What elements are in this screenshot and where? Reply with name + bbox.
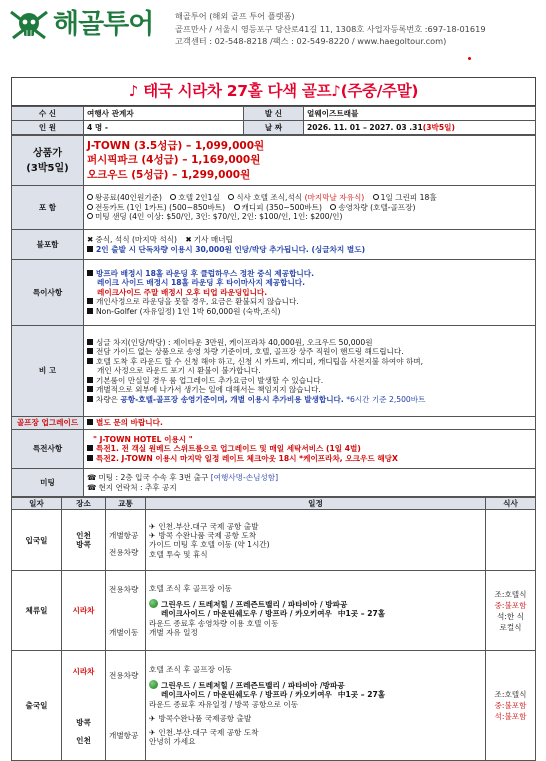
special-content bbox=[84, 260, 536, 326]
includes-content bbox=[84, 186, 536, 230]
meal-breakfast: 조:호텔식 bbox=[494, 589, 527, 599]
circle-bullet-icon bbox=[228, 194, 234, 200]
itinerary-header-schedule: 일정 bbox=[146, 498, 486, 510]
schedule-text: 방콕수완나품 국제공항 출발 bbox=[158, 714, 252, 724]
schedule-line: 라운드 종료후 송영차량 이용 호텔 이동 bbox=[149, 618, 279, 628]
meeting-text: 미팅 : 2층 입국 수속 후 3번 출구 bbox=[98, 473, 211, 483]
benefit-line bbox=[87, 444, 532, 453]
remarks-content bbox=[84, 326, 536, 417]
itinerary-row-day1 bbox=[12, 510, 536, 571]
meeting-line bbox=[87, 483, 532, 492]
itinerary-header-place: 장소 bbox=[62, 498, 106, 510]
day3-place-incheon: 인천 bbox=[76, 735, 91, 745]
benefit-text: 특전1. 전 객실 원베드 스위트룸으로 업그레이드 및 매일 세탁서비스 (1일 4벌) bbox=[96, 444, 361, 454]
excludes-line bbox=[87, 245, 532, 254]
square-bullet-icon bbox=[87, 246, 93, 252]
remark-text: 공항-호텔-골프장 송영기준이며, 개별 이용시 추가비용 발생합니다. bbox=[120, 394, 344, 404]
circle-bullet-icon bbox=[87, 194, 93, 200]
phone-icon: ☎ bbox=[87, 482, 97, 492]
price-jtown: J-TOWN (3.5성급) – 1,099,000원 bbox=[87, 140, 265, 153]
schedule-line bbox=[149, 609, 482, 618]
square-bullet-icon bbox=[87, 455, 93, 461]
schedule-line: 가이드 미팅 후 호텔 이동 (약 1시간) bbox=[149, 540, 270, 550]
date-label: 날 짜 bbox=[244, 121, 304, 135]
itinerary-header-date: 일자 bbox=[12, 498, 62, 510]
special-text: 개인사정으로 라운딩을 못할 경우, 요금은 환불되지 않습니다. bbox=[96, 297, 299, 307]
company-info-line: 골프만사 / 서울시 영등포구 당산로41길 11, 1308호 사업자등록번호 :697-18-01619 bbox=[175, 23, 486, 34]
benefit-content bbox=[84, 430, 536, 469]
page-title bbox=[129, 82, 418, 101]
airplane-icon: ✈ bbox=[149, 714, 156, 724]
remark-text: 개별적으로 외부에 나가서 생기는 일에 대해서는 책임지지 않습니다. bbox=[96, 385, 321, 395]
price-oakwood: 오크우드 (5성급) – 1,299,000원 bbox=[87, 168, 251, 181]
square-bullet-icon bbox=[87, 298, 93, 304]
day3-place-bangkok: 방콕 bbox=[76, 718, 91, 728]
meal-lunch: 중:불포함 bbox=[494, 600, 527, 610]
company-name: 해골투어 bbox=[53, 9, 154, 41]
day1-place-bangkok: 방콕 bbox=[76, 540, 91, 550]
benefit-text: 특전2. J-TOWN 이용시 마지막 일정 레이트 체크아웃 18시 *케이프라차, 오크우드 해당X bbox=[96, 453, 398, 463]
day1-meal bbox=[486, 510, 536, 571]
benefit-line: " J-TOWN HOTEL 이용시 " bbox=[93, 434, 193, 444]
day3-schedule bbox=[146, 651, 486, 761]
date-suffix: (3박5일) bbox=[422, 122, 455, 132]
remark-line bbox=[87, 357, 532, 366]
day3-meal bbox=[486, 651, 536, 761]
day1-transport-flight: 개별항공 bbox=[109, 531, 139, 540]
sender-value: 얼웨이즈트래블 bbox=[304, 107, 536, 121]
page-header bbox=[0, 0, 546, 60]
day1-place-incheon: 인천 bbox=[76, 531, 91, 540]
square-bullet-icon bbox=[87, 377, 93, 383]
schedule-line: 안녕히 가세요 bbox=[149, 737, 196, 747]
itinerary-header-transport: 교통 bbox=[106, 498, 146, 510]
include-item: 호텔 2인1실 bbox=[178, 193, 220, 203]
airplane-icon: ✈ bbox=[149, 521, 156, 531]
day1-transport bbox=[106, 510, 146, 571]
day3-place bbox=[62, 651, 106, 761]
day3-place-sriracha: 시라차 bbox=[72, 666, 95, 676]
schedule-text: 방콕 수완나품 국제 공항 도착 bbox=[158, 531, 257, 540]
include-item: 왕공료(40인원기준) bbox=[95, 193, 162, 203]
square-bullet-icon bbox=[87, 339, 93, 345]
include-item: 캐디피 (350~500바트) bbox=[241, 202, 322, 212]
x-mark-icon: ✖ bbox=[87, 235, 94, 245]
day3-transport-car: 전용차량 bbox=[109, 671, 139, 680]
include-item: 미팅 샌딩 (4인 이상: $50/인, 3인: $70/인, 2인: $100/인, 1인: $200/인) bbox=[95, 212, 343, 222]
include-item: 전동카트 (1인 1카트) (500~850바트) bbox=[95, 202, 226, 212]
remark-text: 기본룸이 만실일 경우 룸 업그레이드 추가요금이 발생할 수 있습니다. bbox=[96, 375, 324, 385]
meal-dinner: 석:불포함 bbox=[494, 712, 527, 722]
red-dot bbox=[468, 57, 471, 60]
title-box bbox=[11, 77, 536, 106]
schedule-line bbox=[149, 714, 482, 723]
product-label: 상품가 bbox=[33, 147, 62, 159]
remark-line bbox=[87, 347, 532, 356]
includes-label: 포 함 bbox=[12, 186, 84, 230]
x-mark-icon: ✖ bbox=[185, 235, 192, 245]
recipient-label: 수 신 bbox=[12, 107, 84, 121]
meeting-line bbox=[87, 473, 532, 482]
excludes-content bbox=[84, 230, 536, 260]
circle-bullet-icon bbox=[373, 194, 379, 200]
day1-place bbox=[62, 510, 106, 571]
schedule-text: 인천.부산.대구 국제 공항 도착 bbox=[158, 727, 259, 737]
itinerary-table bbox=[11, 497, 536, 761]
special-line: 레이크 사이드 배정시 18홀 라운딩 후 타이마사지 제공합니다. bbox=[97, 278, 306, 288]
meal-dinner: 석:한 식 bbox=[497, 611, 524, 621]
remarks-label: 비 고 bbox=[12, 326, 84, 417]
include-item: 1일 그린피 18홀 bbox=[380, 193, 437, 203]
itinerary-sheet bbox=[11, 77, 536, 761]
excludes-label: 불포함 bbox=[12, 230, 84, 260]
schedule-text: 그린우드 / 트레저힐 / 프레즌트밸리 / 파타비아 /방파공 bbox=[161, 680, 345, 690]
day3-transport-flight: 개별항공 bbox=[109, 731, 139, 741]
includes-line bbox=[87, 212, 532, 221]
company-info bbox=[175, 10, 486, 48]
info-table bbox=[11, 106, 536, 135]
special-line: 레이크사이드 주말 배정시 오후 티업 라운딩입니다. bbox=[97, 287, 268, 297]
meal-breakfast: 조:호텔식 bbox=[494, 690, 527, 700]
day1-date: 입국일 bbox=[12, 510, 62, 571]
square-bullet-icon bbox=[87, 396, 93, 402]
title-suffix: (주중/주말) bbox=[340, 81, 419, 100]
remark-line bbox=[87, 376, 532, 385]
remark-line bbox=[87, 338, 532, 347]
square-bullet-icon bbox=[87, 419, 93, 425]
itinerary-row-day3 bbox=[12, 651, 536, 761]
schedule-line bbox=[149, 728, 482, 737]
meal-lunch: 중:불포함 bbox=[494, 701, 527, 711]
meeting-sign: [여행사명-손님성함] bbox=[210, 473, 279, 483]
meeting-label: 미팅 bbox=[12, 469, 84, 497]
day3-date: 출국일 bbox=[12, 651, 62, 761]
circle-bullet-icon bbox=[87, 213, 93, 219]
special-line bbox=[87, 269, 532, 278]
phone-icon: ☎ bbox=[87, 473, 97, 483]
detail-table bbox=[11, 135, 536, 497]
schedule-line bbox=[149, 690, 482, 699]
day2-place: 시라차 bbox=[62, 571, 106, 651]
date-cell bbox=[304, 121, 536, 135]
special-line bbox=[87, 307, 532, 316]
skull-golf-logo-icon bbox=[7, 8, 51, 42]
airplane-icon: ✈ bbox=[149, 531, 156, 540]
airplane-icon: ✈ bbox=[149, 727, 156, 737]
schedule-text: 中1곳 – 27홀 bbox=[337, 690, 386, 700]
include-item: 식사 호텔 조식,석식 bbox=[236, 193, 303, 203]
schedule-line: 호텔 조식 후 골프장 이동 bbox=[149, 665, 233, 675]
day2-schedule bbox=[146, 571, 486, 651]
company-info-line: 해골투어 (해외 골프 투어 플랫폼) bbox=[175, 11, 295, 21]
upgrade-label: 골프장 업그레이드 bbox=[12, 417, 84, 430]
remark-text: 호텔 도착 후 라운드 할 수 신청 해야 하고, 신청 시 카트피, 캐디피, 캐디팁을 사전지불 하여야 하며, bbox=[96, 356, 424, 366]
benefit-label: 특전사항 bbox=[12, 430, 84, 469]
square-bullet-icon bbox=[87, 308, 93, 314]
music-note-icon: ♪ bbox=[331, 81, 341, 100]
excludes-line bbox=[87, 235, 532, 244]
remark-line bbox=[87, 385, 532, 394]
people-value: 4 명 - bbox=[84, 121, 244, 135]
day1-schedule bbox=[146, 510, 486, 571]
remark-line: 개인 사정으로 라운드 포기 시 환불이 불가합니다. bbox=[97, 366, 261, 376]
schedule-line: 호텔 투숙 및 휴식 bbox=[149, 549, 208, 559]
meal-dinner-note: 로컬식 bbox=[499, 622, 522, 632]
upgrade-content bbox=[84, 417, 536, 430]
special-line bbox=[87, 297, 532, 306]
recipient-value: 여행사 관계자 bbox=[84, 107, 244, 121]
square-bullet-icon bbox=[87, 386, 93, 392]
title-text: 태국 시라차 27홀 다색 골프 bbox=[143, 81, 332, 100]
logo bbox=[7, 8, 153, 42]
square-bullet-icon bbox=[87, 445, 93, 451]
schedule-text: 그린우드 / 트레저힐 / 프레즌트밸리 / 파타비아 / 방파공 bbox=[161, 599, 348, 609]
circle-bullet-icon bbox=[330, 204, 336, 210]
schedule-text: 레이크사이드 / 마운틴쉐도우 / 방프라 / 카오키여우 bbox=[161, 609, 332, 619]
golf-ball-icon bbox=[149, 599, 158, 608]
product-prices bbox=[84, 136, 536, 186]
schedule-line: 호텔 조식 후 골프장 이동 bbox=[149, 584, 233, 594]
remark-note: *6시간 기준 2,500바트 bbox=[343, 394, 426, 404]
square-bullet-icon bbox=[87, 358, 93, 364]
itinerary-header-meal: 식사 bbox=[486, 498, 536, 510]
day2-transport bbox=[106, 571, 146, 651]
product-label-cell bbox=[12, 136, 84, 186]
schedule-text: 인천.부산.대구 국제 공항 출발 bbox=[158, 521, 259, 531]
exclude-item: 중식, 석식 (마지막 석식) bbox=[95, 235, 177, 245]
price-pacific-park: 퍼시픽파크 (4성급) – 1,169,000원 bbox=[87, 154, 261, 167]
special-text: 방프라 배정시 18홀 라운딩 후 클럽하우스 정찬 중식 제공합니다. bbox=[96, 268, 314, 278]
day2-date: 체류일 bbox=[12, 571, 62, 651]
upgrade-text: 별도 문의 바랍니다. bbox=[96, 418, 163, 428]
company-info-line: 고객센터 : 02-548-8218 /팩스 : 02-549-8220 / www.haegoltour.com) bbox=[175, 36, 447, 47]
exclude-item: 기사 매너팁 bbox=[193, 235, 233, 245]
exclude-item: 2인 출발 시 단독차량 이용시 30,000원 인당/박당 추가됩니다. (싱글차지 별도) bbox=[96, 244, 366, 254]
includes-line bbox=[87, 203, 532, 212]
circle-bullet-icon bbox=[170, 194, 176, 200]
product-sub: (3박5일) bbox=[26, 162, 69, 174]
schedule-line: 라운드 종료후 자유일정 / 방콕 공항으로 이동 bbox=[149, 699, 299, 709]
special-label: 특이사항 bbox=[12, 260, 84, 326]
circle-bullet-icon bbox=[87, 204, 93, 210]
remark-text: 전담 가이드 없는 상품으로 송영 차량 기준이며, 호텔, 골프장 상주 직원이 핸드링 해드립니다. bbox=[96, 347, 404, 357]
sender-label: 발 신 bbox=[244, 107, 304, 121]
includes-line bbox=[87, 193, 532, 202]
people-label: 인 원 bbox=[12, 121, 84, 135]
meeting-text: 현지 연락처 : 추후 공지 bbox=[98, 482, 177, 492]
schedule-line bbox=[149, 599, 482, 609]
day1-transport-car: 전용차량 bbox=[109, 548, 139, 558]
include-item-note: (마지막날 자유식) bbox=[304, 193, 365, 203]
day2-transport-car: 전용차량 bbox=[109, 584, 139, 594]
square-bullet-icon bbox=[87, 270, 93, 276]
include-item: 송영차량 (호텔-골프장) bbox=[338, 202, 416, 212]
schedule-text: 레이크사이드 / 마운틴쉐도우 / 방프라 / 카오키여우 bbox=[161, 690, 332, 700]
day2-meal bbox=[486, 571, 536, 651]
schedule-text: 中1곳 – 27홀 bbox=[337, 609, 386, 619]
golf-ball-icon bbox=[149, 680, 158, 689]
music-note-icon: ♪ bbox=[128, 81, 139, 100]
meeting-content bbox=[84, 469, 536, 497]
schedule-line bbox=[149, 680, 482, 690]
benefit-line bbox=[87, 454, 532, 463]
circle-bullet-icon bbox=[234, 204, 240, 210]
itinerary-row-day2 bbox=[12, 571, 536, 651]
schedule-line: 개별 자유 일정 bbox=[149, 628, 198, 638]
remark-text: 차량은 bbox=[96, 394, 121, 404]
remark-text: 싱글 차지(인당/박당) : 제이타운 3만원, 케이프라차 40,000원, 오크우드 50,000원 bbox=[96, 337, 373, 347]
remark-line bbox=[87, 395, 532, 404]
day2-transport-self: 개별이동 bbox=[109, 627, 139, 637]
schedule-line bbox=[149, 522, 482, 531]
day3-transport bbox=[106, 651, 146, 761]
special-text: Non-Golfer (자유일정) 1인 1박 60,000원 (숙박,조식) bbox=[96, 306, 281, 316]
square-bullet-icon bbox=[87, 348, 93, 354]
date-value: 2026. 11. 01 – 2027. 03 .31 bbox=[307, 122, 423, 132]
